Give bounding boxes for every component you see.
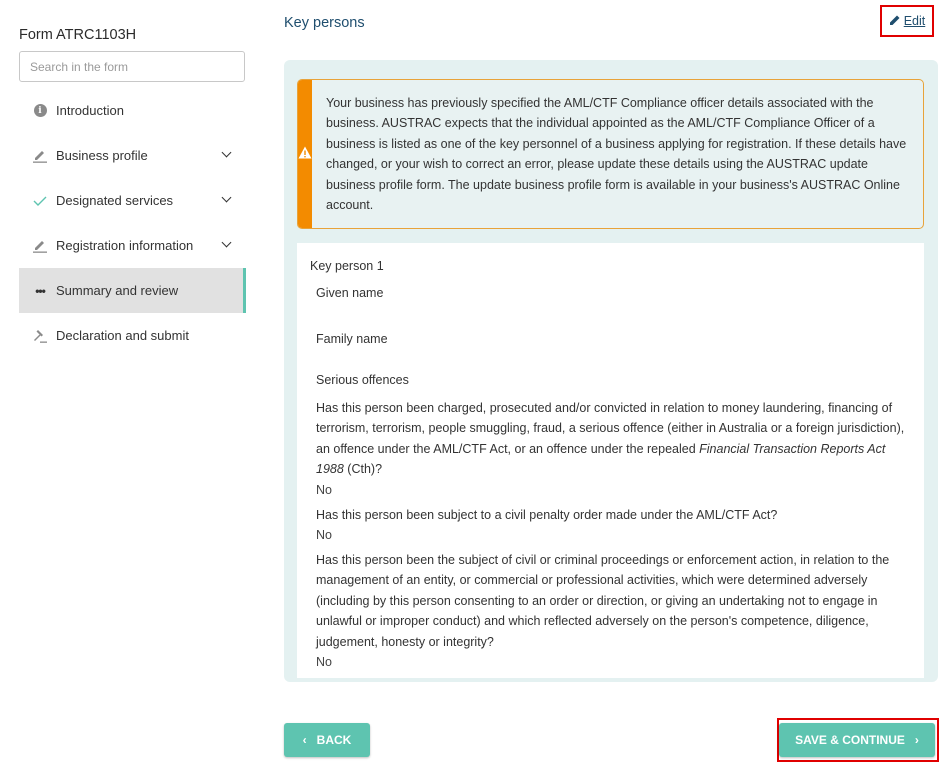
page-title: Key persons (284, 15, 365, 31)
nav-item-label: Business profile (56, 148, 148, 163)
chevron-right-icon: › (914, 733, 919, 747)
nav-item-label: Summary and review (56, 283, 179, 298)
pencil-icon (31, 148, 49, 164)
chevron-left-icon: ‹ (302, 733, 307, 747)
warning-bar (298, 80, 312, 228)
nav-item-summary-and-review[interactable] (19, 268, 246, 313)
question-3 (316, 550, 912, 672)
question-1 (316, 398, 912, 500)
key-persons-panel (284, 60, 938, 682)
nav-item-label: Introduction (56, 103, 124, 118)
warning-text: Your business has previously specified the AML/CTF Compliance officer details associated with the business. AUSTRAC expects that the individual appointed as the AML/CTF Compliance Officer of a business is listed as one of the key personnel of a business applying for registration. If these details have changed, or your wish to correct an error, please update these details using the AUSTRAC update business profile form. The update business profile form is available in your business's AUSTRAC Online account. (326, 96, 907, 213)
warning-icon (298, 146, 312, 162)
gavel-icon (31, 328, 49, 344)
chevron-down-icon[interactable] (222, 193, 232, 203)
nav-item-declaration-and-submit[interactable] (19, 313, 246, 358)
nav-item-label: Declaration and submit (56, 328, 189, 343)
question-text: Has this person been subject to a civil penalty order made under the AML/CTF Act? (316, 508, 778, 522)
nav-item-introduction[interactable] (19, 88, 246, 133)
serious-offences-label: Serious offences (316, 373, 409, 387)
key-person-card (297, 243, 924, 678)
search-input[interactable] (19, 51, 245, 82)
question-text: Has this person been charged, prosecuted and/or convicted in relation to money laundering, financing of terrorism, terrorism, people smuggling, fraud, a serious offence (either in Australia or a foreign jurisdiction), an offence under the AML/CTF Act, or an offence under the repealed Financial Transaction Reports Act 1988 (Cth)? (316, 401, 905, 477)
answer-value: No (316, 482, 332, 497)
edit-link[interactable] (880, 5, 934, 37)
answer-value: No (316, 528, 332, 543)
info-icon: i (31, 103, 49, 119)
edit-label[interactable]: Edit (903, 14, 926, 28)
nav-item-label: Registration information (56, 238, 194, 253)
question-text: Has this person been the subject of civil or criminal proceedings or enforcement action, in relation to the management of an entity, or commercial or professional activities, which were determined adversely (including by this person consenting to an order or direction, or giving an undertaking not to engage in unlawful or improper conduct) and which reflected adversely on the person's competence, diligence, judgement, honesty or integrity? (316, 553, 890, 649)
form-nav (19, 88, 246, 358)
nav-item-designated-services[interactable] (19, 178, 246, 223)
question-2 (316, 505, 912, 546)
family-name-label: Family name (316, 332, 388, 346)
answer-value: No (316, 655, 332, 670)
chevron-down-icon[interactable] (222, 238, 232, 248)
given-name-label: Given name (316, 286, 384, 300)
warning-alert (297, 79, 924, 229)
back-button[interactable]: ‹ BACK (284, 723, 370, 757)
save-continue-button[interactable]: SAVE & CONTINUE › (779, 723, 935, 757)
nav-item-label: Designated services (56, 193, 174, 208)
pencil-icon (31, 238, 49, 254)
key-person-title: Key person 1 (310, 259, 384, 273)
chevron-down-icon[interactable] (222, 148, 232, 158)
check-icon (31, 193, 49, 209)
nav-item-business-profile[interactable] (19, 133, 246, 178)
nav-item-registration-information[interactable] (19, 223, 246, 268)
ellipsis-icon: ••• (35, 283, 45, 298)
form-title: Form ATRC1103H (19, 27, 137, 43)
pencil-icon (889, 14, 901, 29)
